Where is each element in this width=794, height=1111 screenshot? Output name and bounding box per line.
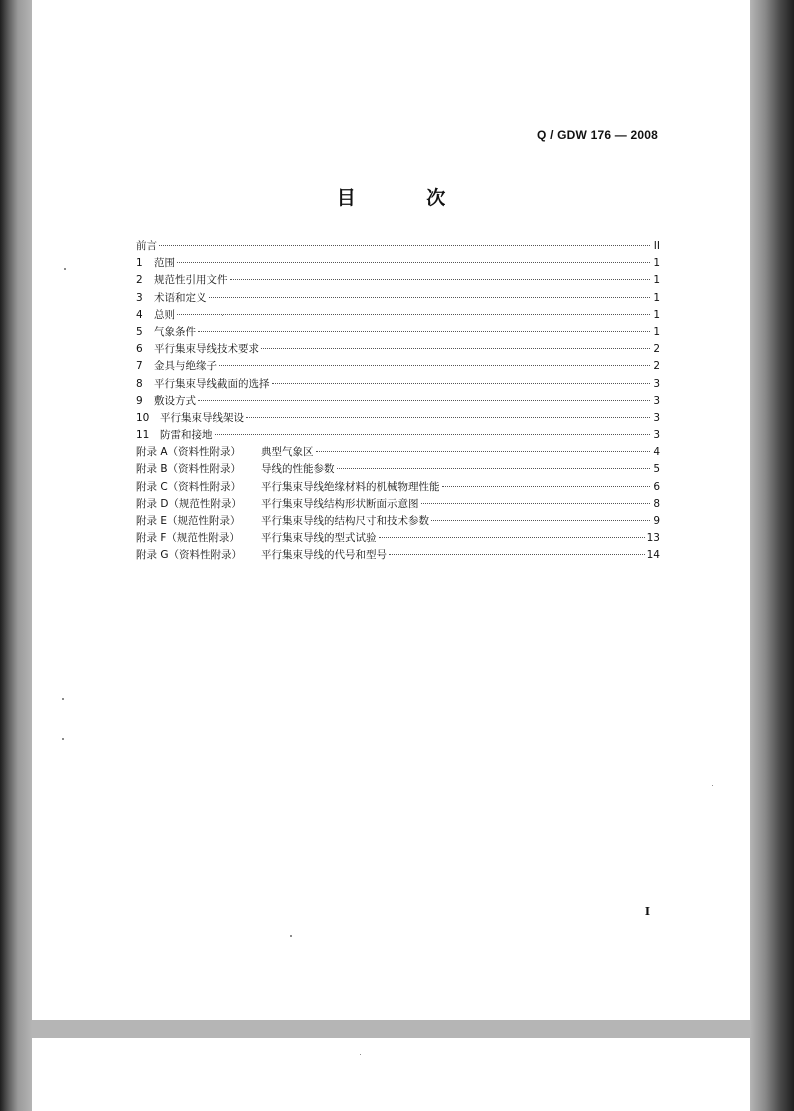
toc-entry-number: 4 xyxy=(136,308,143,321)
toc-leader xyxy=(159,245,650,246)
appendix-title: 导线的性能参数 xyxy=(261,463,335,476)
toc-entry-page: 1 xyxy=(653,308,660,321)
toc-entry-7[interactable] xyxy=(136,358,660,375)
toc-entry-label: 范围 xyxy=(154,257,175,270)
toc-entry-page: II xyxy=(653,240,660,252)
appendix-title: 平行集束导线的结构尺寸和技术参数 xyxy=(261,515,429,527)
toc-entry-label: 平行集束导线截面的选择 xyxy=(154,377,270,390)
toc-entry-label: 平行集束导线架设 xyxy=(160,411,244,424)
scan-speck xyxy=(62,698,64,700)
toc-entry-1[interactable] xyxy=(136,255,660,272)
toc-leader xyxy=(177,314,650,315)
toc-leader xyxy=(389,554,645,555)
appendix-designation: 附录 F（规范性附录） xyxy=(136,532,240,545)
toc-entry-page: 3 xyxy=(653,394,660,407)
appendix-designation: 附录 B（资料性附录） xyxy=(136,463,242,476)
scan-speck xyxy=(222,315,223,316)
toc-entry-label: 前言 xyxy=(136,240,157,252)
toc-entry-foreword[interactable] xyxy=(136,238,660,255)
scan-speck xyxy=(712,785,713,786)
toc-entry-page: 2 xyxy=(653,343,660,356)
toc-entry-number: 10 xyxy=(136,411,150,424)
toc-entry-page: 13 xyxy=(646,532,660,545)
appendix-designation: 附录 A（资料性附录） xyxy=(136,446,242,459)
scan-speck xyxy=(360,1054,361,1055)
toc-entry-8[interactable] xyxy=(136,376,660,393)
toc-entry-4[interactable] xyxy=(136,307,660,324)
toc-leader xyxy=(316,451,651,452)
toc-entry-number: 5 xyxy=(136,325,143,338)
toc-leader xyxy=(215,434,651,435)
toc-entry-page: 3 xyxy=(653,411,660,424)
toc-appendix-d[interactable] xyxy=(136,496,660,513)
toc-appendix-e[interactable] xyxy=(136,513,660,530)
toc-entry-number: 8 xyxy=(136,377,143,390)
appendix-title: 平行集束导线的型式试验 xyxy=(261,532,377,545)
table-of-contents xyxy=(136,238,660,565)
toc-entry-9[interactable] xyxy=(136,393,660,410)
toc-entry-page: 4 xyxy=(653,446,660,459)
toc-entry-2[interactable] xyxy=(136,272,660,289)
toc-leader xyxy=(198,331,650,332)
toc-entry-label: 气象条件 xyxy=(154,325,196,338)
toc-appendix-a[interactable] xyxy=(136,444,660,461)
toc-entry-label: 规范性引用文件 xyxy=(154,274,228,287)
toc-leader xyxy=(272,383,651,384)
toc-appendix-b[interactable] xyxy=(136,461,660,478)
appendix-title: 平行集束导线绝缘材料的机械物理性能 xyxy=(261,480,440,493)
toc-entry-page: 1 xyxy=(653,274,660,287)
appendix-title: 典型气象区 xyxy=(261,446,314,459)
next-document-page xyxy=(32,1038,750,1111)
toc-entry-3[interactable] xyxy=(136,290,660,307)
document-code: Q / GDW 176 — 2008 xyxy=(537,128,658,142)
toc-entry-page: 1 xyxy=(653,325,660,338)
toc-leader xyxy=(261,348,650,349)
toc-entry-label: 平行集束导线技术要求 xyxy=(154,343,259,356)
scan-speck xyxy=(64,268,66,270)
toc-entry-label: 术语和定义 xyxy=(154,291,207,304)
toc-leader xyxy=(421,503,651,504)
toc-entry-label: 防雷和接地 xyxy=(160,429,213,442)
toc-leader xyxy=(246,417,650,418)
toc-entry-number: 11 xyxy=(136,429,150,442)
appendix-designation: 附录 D（规范性附录） xyxy=(136,497,242,510)
toc-entry-page: 5 xyxy=(653,463,660,476)
toc-entry-page: 3 xyxy=(653,429,660,442)
toc-leader xyxy=(177,262,650,263)
toc-entry-number: 2 xyxy=(136,274,143,287)
toc-entry-page: 6 xyxy=(653,480,660,493)
toc-leader xyxy=(431,520,650,521)
page-number: I xyxy=(644,905,650,918)
toc-appendix-f[interactable] xyxy=(136,530,660,547)
scan-speck xyxy=(62,738,64,740)
toc-appendix-c[interactable] xyxy=(136,479,660,496)
toc-leader xyxy=(337,468,651,469)
appendix-designation: 附录 G（资料性附录） xyxy=(136,549,242,562)
toc-entry-6[interactable] xyxy=(136,341,660,358)
toc-entry-number: 7 xyxy=(136,360,143,373)
toc-entry-page: 8 xyxy=(653,497,660,510)
toc-entry-11[interactable] xyxy=(136,427,660,444)
toc-entry-page: 1 xyxy=(653,257,660,270)
toc-entry-page: 3 xyxy=(653,377,660,390)
document-page xyxy=(32,0,750,1020)
toc-leader xyxy=(219,365,650,366)
appendix-title: 平行集束导线的代号和型号 xyxy=(261,549,387,562)
toc-entry-number: 3 xyxy=(136,291,143,304)
toc-entry-label: 总则 xyxy=(154,308,175,321)
toc-entry-page: 2 xyxy=(653,360,660,373)
toc-entry-label: 敷设方式 xyxy=(154,394,196,407)
toc-appendix-g[interactable] xyxy=(136,547,660,564)
appendix-designation: 附录 C（资料性附录） xyxy=(136,480,242,493)
toc-entry-5[interactable] xyxy=(136,324,660,341)
appendix-designation: 附录 E（规范性附录） xyxy=(136,515,241,527)
toc-leader xyxy=(442,486,651,487)
toc-leader xyxy=(198,400,650,401)
toc-entry-page: 14 xyxy=(646,549,660,562)
toc-title: 目 次 xyxy=(336,187,478,209)
toc-entry-number: 6 xyxy=(136,343,143,356)
toc-entry-page: 9 xyxy=(653,515,660,527)
toc-entry-10[interactable] xyxy=(136,410,660,427)
toc-leader xyxy=(209,297,651,298)
appendix-title: 平行集束导线结构形状断面示意图 xyxy=(261,497,419,510)
scan-speck xyxy=(290,935,292,937)
toc-entry-number: 9 xyxy=(136,394,143,407)
toc-entry-label: 金具与绝缘子 xyxy=(154,360,217,373)
toc-entry-page: 1 xyxy=(653,291,660,304)
toc-entry-number: 1 xyxy=(136,257,143,270)
toc-leader xyxy=(379,537,645,538)
toc-leader xyxy=(230,279,651,280)
